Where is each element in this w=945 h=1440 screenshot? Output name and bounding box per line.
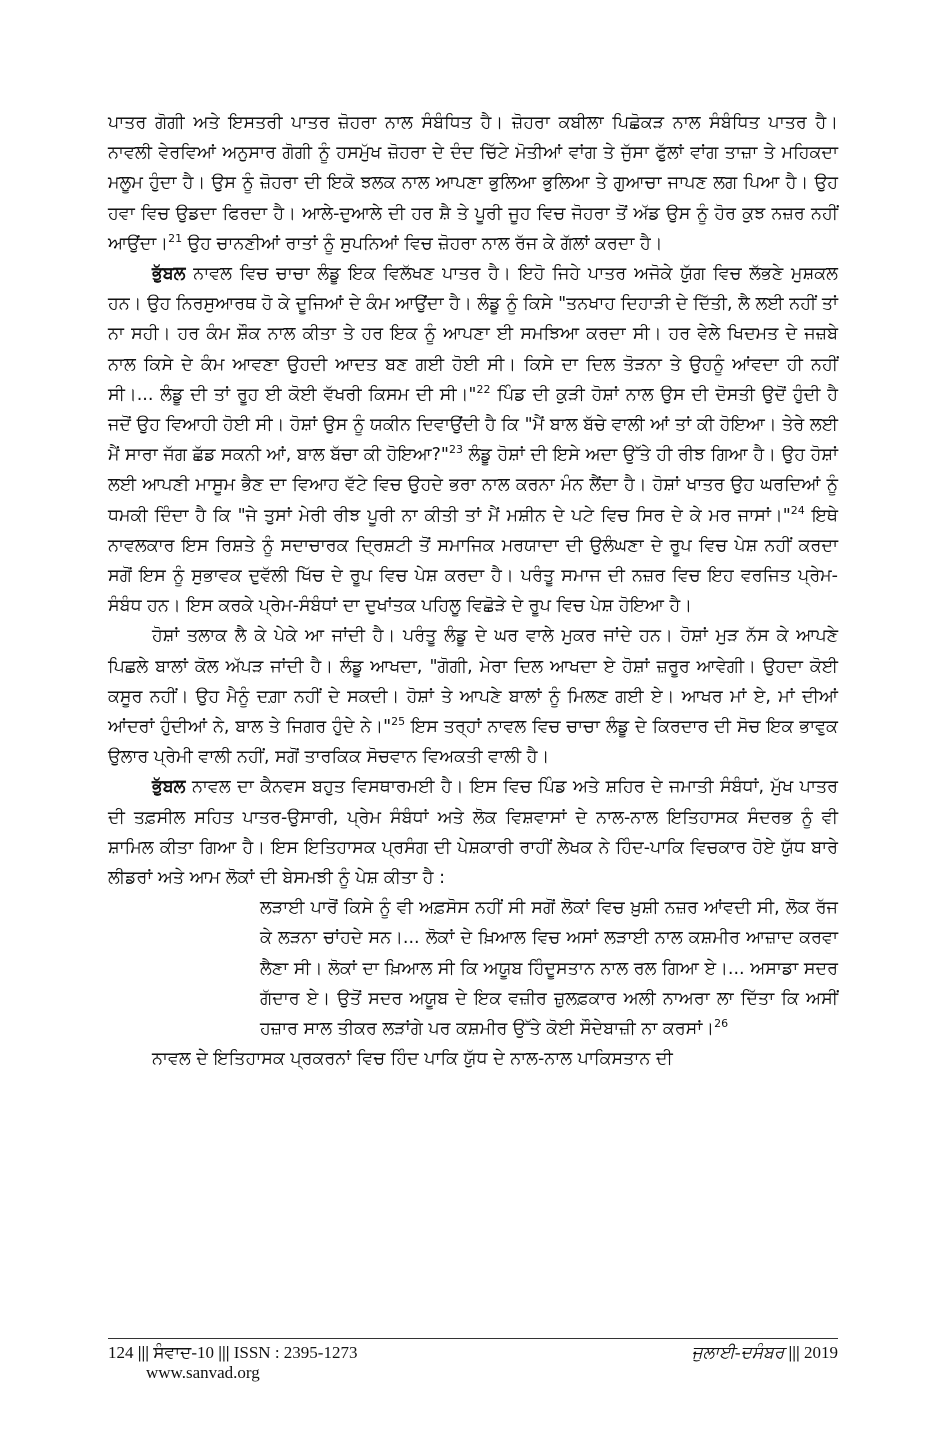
footnote-ref-22: 22 bbox=[476, 383, 491, 396]
issn: ISSN : 2395-1273 bbox=[233, 1343, 358, 1362]
footnote-ref-25: 25 bbox=[391, 715, 406, 729]
footnote-ref-21: 21 bbox=[168, 231, 183, 245]
footer-right bbox=[692, 1343, 838, 1363]
block-quote: ਲੜਾਈ ਪਾਰੋਂ ਕਿਸੇ ਨੂੰ ਵੀ ਅਫ਼ਸੋਸ ਨਹੀਂ ਸੀ ਸਗੋਂ ਲੋਕਾਂ ਵਿਚ ਖ਼ੁਸ਼ੀ ਨਜ਼ਰ ਆਂਵਦੀ ਸੀ, ਲੋਕ ਰੱਜ ਕੇ ਲੜਨਾ ਚਾਂਹਦੇ ਸਨ।... ਲੋਕਾਂ ਦੇ ਖ਼ਿਆਲ ਵਿਚ ਅਸਾਂ ਲੜਾਈ ਨਾਲ ਕਸ਼ਮੀਰ ਆਜ਼ਾਦ ਕਰਵਾ ਲੈਣਾ ਸੀ। ਲੋਕਾਂ ਦਾ ਖ਼ਿਆਲ ਸੀ ਕਿ ਅਯੂਬ ਹਿੰਦੂਸਤਾਨ ਨਾਲ ਰਲ ਗਿਆ ਏ।... ਅਸਾਡਾ ਸਦਰ ਗੱਦਾਰ ਏ। ਉਤੋਂ ਸਦਰ ਅਯੂਬ ਦੇ ਇਕ ਵਜ਼ੀਰ ਜ਼ੁਲਫ਼ਕਾਰ ਅਲੀ ਨਾਅਰਾ ਲਾ ਦਿੱਤਾ ਕਿ ਅਸੀਂ ਹਜ਼ਾਰ ਸਾਲ ਤੀਕਰ ਲੜਾਂਗੇ ਪਰ ਕਸ਼ਮੀਰ ਉੱਤੇ ਕੋਈ ਸੌਦੇਬਾਜ਼ੀ ਨਾ ਕਰਸਾਂ।$^{26}$ bbox=[260, 898, 838, 1040]
journal-name: ਸੰਵਾਦ-10 bbox=[153, 1343, 214, 1362]
footnote-ref-26: 26 bbox=[714, 1017, 729, 1031]
separator: ||| bbox=[218, 1343, 230, 1362]
website-link[interactable]: www.sanvad.org bbox=[146, 1363, 260, 1382]
book-title: ਭੁੱਬਲ bbox=[152, 777, 186, 798]
page-number: 124 bbox=[108, 1343, 134, 1362]
paragraph-1: ਪਾਤਰ ਗੋਗੀ ਅਤੇ ਇਸਤਰੀ ਪਾਤਰ ਜ਼ੋਹਰਾ ਨਾਲ ਸੰਬੰਧਿਤ ਹੈ। ਜ਼ੋਹਰਾ ਕਬੀਲਾ ਪਿਛੋਕੜ ਨਾਲ ਸੰਬੰਧਿਤ ਪਾਤਰ ਹੈ। ਨਾਵਲੀ ਵੇਰਵਿਆਂ ਅਨੁਸਾਰ ਗੋਗੀ ਨੂੰ ਹਸਮੁੱਖ ਜ਼ੋਹਰਾ ਦੇ ਦੰਦ ਚਿੱਟੇ ਮੋਤੀਆਂ ਵਾਂਗ ਤੇ ਜੁੱਸਾ ਫੁੱਲਾਂ ਵਾਂਗ ਤਾਜ਼ਾ ਤੇ ਮਹਿਕਦਾ ਮਲੂਮ ਹੁੰਦਾ ਹੈ। ਉਸ ਨੂੰ ਜ਼ੋਹਰਾ ਦੀ ਇਕੋ ਝਲਕ ਨਾਲ ਆਪਣਾ ਭੁਲਿਆ ਭੁਲਿਆ ਤੇ ਗੁਆਚਾ ਜਾਪਣ ਲਗ ਪਿਆ ਹੈ। ਉਹ ਹਵਾ ਵਿਚ ਉਡਦਾ ਫਿਰਦਾ ਹੈ। ਆਲੇ-ਦੁਆਲੇ ਦੀ ਹਰ ਸ਼ੈ ਤੇ ਪੂਰੀ ਜੂਹ ਵਿਚ ਜੋਹਰਾ ਤੋਂ ਅੱਡ ਉਸ ਨੂੰ ਹੋਰ ਕੁਝ ਨਜ਼ਰ ਨਹੀਂ ਆਉਂਦਾ।$^{21}$ ਉਹ ਚਾਨਣੀਆਂ ਰਾਤਾਂ ਨੂੰ ਸੁਪਨਿਆਂ ਵਿਚ ਜ਼ੋਹਰਾ ਨਾਲ ਰੱਜ ਕੇ ਗੱਲਾਂ ਕਰਦਾ ਹੈ। bbox=[108, 113, 838, 254]
separator: ||| bbox=[788, 1343, 800, 1362]
book-title: ਭੁੱਬਲ bbox=[152, 264, 186, 285]
footnote-ref-24: 24 bbox=[790, 503, 805, 517]
paragraph-3: ਹੋਸ਼ਾਂ ਤਲਾਕ ਲੈ ਕੇ ਪੇਕੇ ਆ ਜਾਂਦੀ ਹੈ। ਪਰੰਤੂ ਲੰਡੂ ਦੇ ਘਰ ਵਾਲੇ ਮੁਕਰ ਜਾਂਦੇ ਹਨ। ਹੋਸ਼ਾਂ ਮੁੜ ਨੱਸ ਕੇ ਆਪਣੇ ਪਿਛਲੇ ਬਾਲਾਂ ਕੋਲ ਅੱਪੜ ਜਾਂਦੀ ਹੈ। ਲੰਡੂ ਆਖਦਾ, "ਗੋਗੀ, ਮੇਰਾ ਦਿਲ ਆਖਦਾ ਏ ਹੋਸ਼ਾਂ ਜ਼ਰੂਰ ਆਵੇਗੀ। ਉਹਦਾ ਕੋਈ ਕਸੂਰ ਨਹੀਂ। ਉਹ ਮੈਨੂੰ ਦਗ਼ਾ ਨਹੀਂ ਦੇ ਸਕਦੀ। ਹੋਸ਼ਾਂ ਤੇ ਆਪਣੇ ਬਾਲਾਂ ਨੂੰ ਮਿਲਣ ਗਈ ਏ। ਆਖਰ ਮਾਂ ਏ, ਮਾਂ ਦੀਆਂ ਆਂਦਰਾਂ ਹੁੰਦੀਆਂ ਨੇ, ਬਾਲ ਤੇ ਜਿਗਰ ਹੁੰਦੇ ਨੇ।"$^{25}$ ਇਸ ਤਰ੍ਹਾਂ ਨਾਵਲ ਵਿਚ ਚਾਚਾ ਲੰਡੂ ਦੇ ਕਿਰਦਾਰ ਦੀ ਸੋਚ ਇਕ ਭਾਵੁਕ ਉਲਾਰ ਪ੍ਰੇਮੀ ਵਾਲੀ ਨਹੀਂ, ਸਗੋਂ ਤਾਰਕਿਕ ਸੋਚਵਾਨ ਵਿਅਕਤੀ ਵਾਲੀ ਹੈ। bbox=[108, 626, 838, 768]
page-footer bbox=[108, 1338, 838, 1383]
footer-left bbox=[108, 1343, 357, 1363]
paragraph-4: ਭੁੱਬਲ ਨਾਵਲ ਦਾ ਕੈਨਵਸ ਬਹੁਤ ਵਿਸਥਾਰਮਈ ਹੈ। ਇਸ ਵਿਚ ਪਿੰਡ ਅਤੇ ਸ਼ਹਿਰ ਦੇ ਜਮਾਤੀ ਸੰਬੰਧਾਂ, ਮੁੱਖ ਪਾਤਰ ਦੀ ਤਫ਼ਸੀਲ ਸਹਿਤ ਪਾਤਰ-ਉਸਾਰੀ, ਪ੍ਰੇਮ ਸੰਬੰਧਾਂ ਅਤੇ ਲੋਕ ਵਿਸ਼ਵਾਸਾਂ ਦੇ ਨਾਲ-ਨਾਲ ਇਤਿਹਾਸਕ ਸੰਦਰਭ ਨੂੰ ਵੀ ਸ਼ਾਮਿਲ ਕੀਤਾ ਗਿਆ ਹੈ। ਇਸ ਇਤਿਹਾਸਕ ਪ੍ਰਸੰਗ ਦੀ ਪੇਸ਼ਕਾਰੀ ਰਾਹੀਂ ਲੇਖਕ ਨੇ ਹਿੰਦ-ਪਾਕਿ ਵਿਚਕਾਰ ਹੋਏ ਯੁੱਧ ਬਾਰੇ ਲੀਡਰਾਂ ਅਤੇ ਆਮ ਲੋਕਾਂ ਦੀ ਬੇਸਮਝੀ ਨੂੰ ਪੇਸ਼ ਕੀਤਾ ਹੈ : bbox=[108, 777, 838, 889]
issue-year: 2019 bbox=[804, 1343, 838, 1362]
paragraph-2: ਭੁੱਬਲ ਨਾਵਲ ਵਿਚ ਚਾਚਾ ਲੰਡੂ ਇਕ ਵਿਲੱਖਣ ਪਾਤਰ ਹੈ। ਇਹੋ ਜਿਹੇ ਪਾਤਰ ਅਜੋਕੇ ਯੁੱਗ ਵਿਚ ਲੱਭਣੇ ਮੁਸ਼ਕਲ ਹਨ। ਉਹ ਨਿਰਸੁਆਰਥ ਹੋ ਕੇ ਦੂਜਿਆਂ ਦੇ ਕੰਮ ਆਉਂਦਾ ਹੈ। ਲੰਡੂ ਨੂੰ ਕਿਸੇ "ਤਨਖਾਹ ਦਿਹਾੜੀ ਦੇ ਦਿੱਤੀ, ਲੈ ਲਈ ਨਹੀਂ ਤਾਂ ਨਾ ਸਹੀ। ਹਰ ਕੰਮ ਸ਼ੌਕ ਨਾਲ ਕੀਤਾ ਤੇ ਹਰ ਇਕ ਨੂੰ ਆਪਣਾ ਈ ਸਮਝਿਆ ਕਰਦਾ ਸੀ। ਹਰ ਵੇਲੇ ਖਿਦਮਤ ਦੇ ਜਜ਼ਬੇ ਨਾਲ ਕਿਸੇ ਦੇ ਕੰਮ ਆਵਣਾ ਉਹਦੀ ਆਦਤ ਬਣ ਗਈ ਹੋਈ ਸੀ। ਕਿਸੇ ਦਾ ਦਿਲ ਤੋੜਨਾ ਤੇ ਉਹਨੂੰ ਆਂਵਦਾ ਹੀ ਨਹੀਂ ਸੀ।... ਲੰਡੂ ਦੀ ਤਾਂ ਰੂਹ ਈ ਕੋਈ ਵੱਖਰੀ ਕਿਸਮ ਦੀ ਸੀ।"$^{22}$ ਪਿੰਡ ਦੀ ਕੁੜੀ ਹੋਸ਼ਾਂ ਨਾਲ ਉਸ ਦੀ ਦੋਸਤੀ ਉਦੋਂ ਹੁੰਦੀ ਹੈ ਜਦੋਂ ਉਹ ਵਿਆਹੀ ਹੋਈ ਸੀ। ਹੋਸ਼ਾਂ ਉਸ ਨੂੰ ਯਕੀਨ ਦਿਵਾਉਂਦੀ ਹੈ ਕਿ "ਮੈਂ ਬਾਲ ਬੱਚੇ ਵਾਲੀ ਆਂ ਤਾਂ ਕੀ ਹੋਇਆ। ਤੇਰੇ ਲਈ ਮੈਂ ਸਾਰਾ ਜੱਗ ਛੱਡ ਸਕਨੀ ਆਂ, ਬਾਲ ਬੱਚਾ ਕੀ ਹੋਇਆ?"$^{23}$ ਲੰਡੂ ਹੋਸ਼ਾਂ ਦੀ ਇਸੇ ਅਦਾ ਉੱਤੇ ਹੀ ਰੀਝ ਗਿਆ ਹੈ। ਉਹ ਹੋਸ਼ਾਂ ਲਈ ਆਪਣੀ ਮਾਸੂਮ ਭੈਣ ਦਾ ਵਿਆਹ ਵੱਟੇ ਵਿਚ ਉਹਦੇ ਭਰਾ ਨਾਲ ਕਰਨਾ ਮੰਨ ਲੈਂਦਾ ਹੈ। ਹੋਸ਼ਾਂ ਖਾਤਰ ਉਹ ਘਰਦਿਆਂ ਨੂੰ ਧਮਕੀ ਦਿੰਦਾ ਹੈ ਕਿ "ਜੇ ਤੁਸਾਂ ਮੇਰੀ ਰੀਝ ਪੂਰੀ ਨਾ ਕੀਤੀ ਤਾਂ ਮੈਂ ਮਸ਼ੀਨ ਦੇ ਪਟੇ ਵਿਚ ਸਿਰ ਦੇ ਕੇ ਮਰ ਜਾਸਾਂ।"$^{24}$ ਇਥੇ ਨਾਵਲਕਾਰ ਇਸ ਰਿਸ਼ਤੇ ਨੂੰ ਸਦਾਚਾਰਕ ਦ੍ਰਿਸ਼ਟੀ ਤੋਂ ਸਮਾਜਿਕ ਮਰਯਾਦਾ ਦੀ ਉਲੰਘਣਾ ਦੇ ਰੂਪ ਵਿਚ ਪੇਸ਼ ਨਹੀਂ ਕਰਦਾ ਸਗੋਂ ਇਸ ਨੂੰ ਸੁਭਾਵਕ ਦੁਵੱਲੀ ਖਿੱਚ ਦੇ ਰੂਪ ਵਿਚ ਪੇਸ਼ ਕਰਦਾ ਹੈ। ਪਰੰਤੂ ਸਮਾਜ ਦੀ ਨਜ਼ਰ ਵਿਚ ਇਹ ਵਰਜਿਤ ਪ੍ਰੇਮ-ਸੰਬੰਧ ਹਨ। ਇਸ ਕਰਕੇ ਪ੍ਰੇਮ-ਸੰਬੰਧਾਂ ਦਾ ਦੁਖਾਂਤਕ ਪਹਿਲੂ ਵਿਛੋੜੇ ਦੇ ਰੂਪ ਵਿਚ ਪੇਸ਼ ਹੋਇਆ ਹੈ। bbox=[108, 264, 838, 617]
footer-rule bbox=[108, 1338, 838, 1339]
paragraph-5: ਨਾਵਲ ਦੇ ਇਤਿਹਾਸਕ ਪ੍ਰਕਰਨਾਂ ਵਿਚ ਹਿੰਦ ਪਾਕਿ ਯੁੱਧ ਦੇ ਨਾਲ-ਨਾਲ ਪਾਕਿਸਤਾਨ ਦੀ bbox=[152, 1049, 673, 1070]
footnote-ref-23: 23 bbox=[448, 443, 463, 457]
page-body bbox=[108, 108, 838, 1075]
separator: ||| bbox=[137, 1343, 149, 1362]
issue-period: ਜੁਲਾਈ-ਦਸੰਬਰ bbox=[691, 1343, 785, 1362]
